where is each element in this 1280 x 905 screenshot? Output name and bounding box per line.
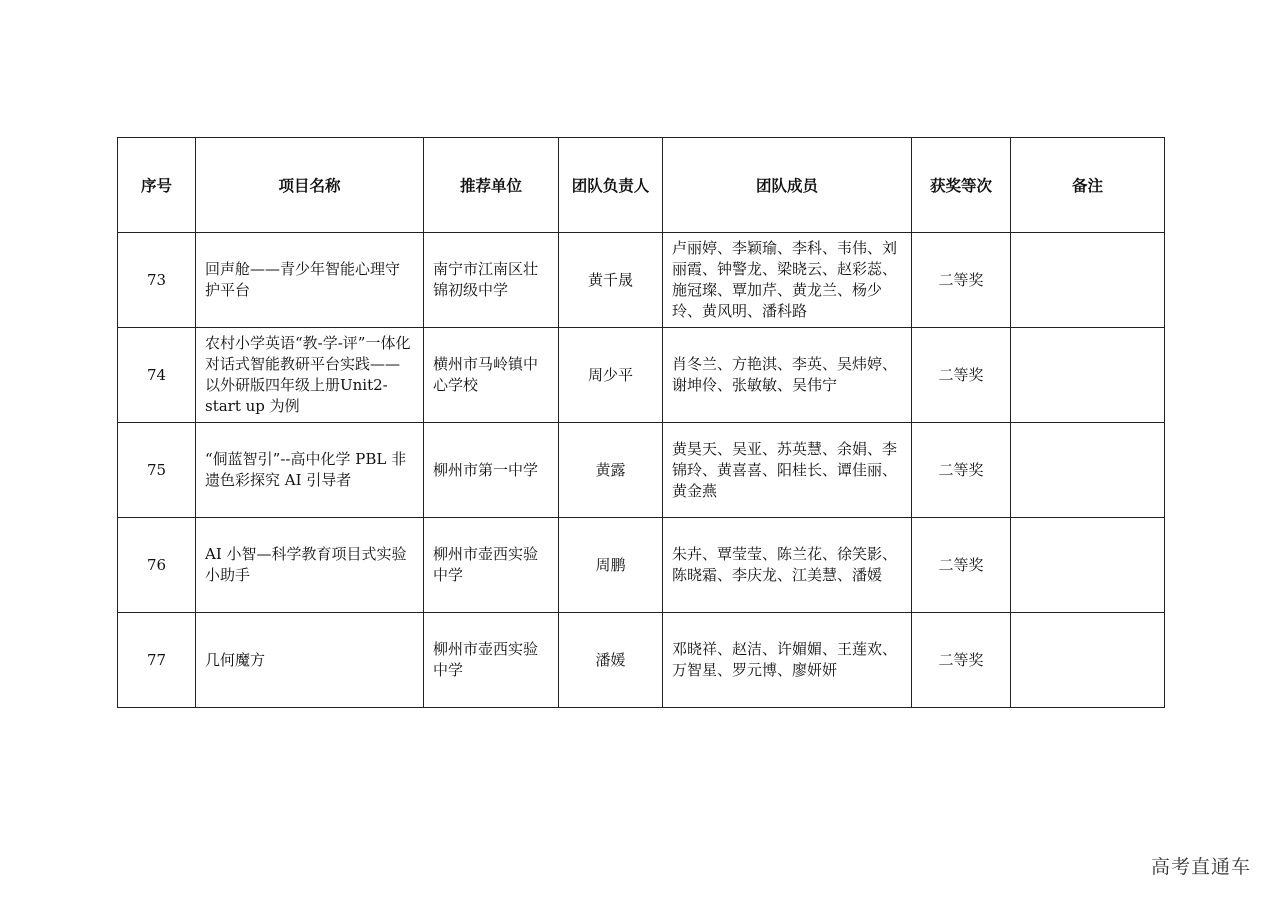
- cell-team-members: 邓晓祥、赵洁、许媚媚、王莲欢、万智星、罗元博、廖妍妍: [663, 613, 912, 708]
- table-row: [118, 613, 1165, 708]
- cell-serial-number: 76: [118, 518, 196, 613]
- header-recommending-unit: 推荐单位: [424, 138, 559, 233]
- cell-award-level: 二等奖: [912, 328, 1011, 423]
- cell-team-leader: 黄千晟: [559, 233, 663, 328]
- header-serial-number: 序号: [118, 138, 196, 233]
- cell-recommending-unit: 柳州市第一中学: [424, 423, 559, 518]
- cell-remarks: [1011, 233, 1165, 328]
- cell-team-members: 朱卉、覃莹莹、陈兰花、徐笑影、陈晓霜、李庆龙、江美慧、潘媛: [663, 518, 912, 613]
- watermark-text: 高考直通车: [1150, 856, 1251, 878]
- cell-award-level: 二等奖: [912, 233, 1011, 328]
- cell-team-leader: 周少平: [559, 328, 663, 423]
- cell-remarks: [1011, 423, 1165, 518]
- cell-recommending-unit: 南宁市江南区壮锦初级中学: [424, 233, 559, 328]
- cell-award-level: 二等奖: [912, 518, 1011, 613]
- cell-project-name: “侗蓝智引”--高中化学 PBL 非遗色彩探究 AI 引导者: [196, 423, 424, 518]
- header-team-leader: 团队负责人: [559, 138, 663, 233]
- cell-project-name: 回声舱——青少年智能心理守护平台: [196, 233, 424, 328]
- table-header-row: [118, 138, 1165, 233]
- cell-team-leader: 黄露: [559, 423, 663, 518]
- cell-team-members: 黄昊天、吴亚、苏英慧、余娟、李锦玲、黄喜喜、阳桂长、谭佳丽、黄金燕: [663, 423, 912, 518]
- cell-team-members: 肖冬兰、方艳淇、李英、吴炜婷、谢坤伶、张敏敏、吴伟宁: [663, 328, 912, 423]
- table-row: [118, 518, 1165, 613]
- table-row: [118, 423, 1165, 518]
- table-row: [118, 233, 1165, 328]
- cell-serial-number: 74: [118, 328, 196, 423]
- cell-team-leader: 周鹏: [559, 518, 663, 613]
- cell-remarks: [1011, 613, 1165, 708]
- header-award-level: 获奖等次: [912, 138, 1011, 233]
- cell-award-level: 二等奖: [912, 613, 1011, 708]
- cell-award-level: 二等奖: [912, 423, 1011, 518]
- cell-serial-number: 73: [118, 233, 196, 328]
- cell-team-members: 卢丽婷、李颖瑜、李科、韦伟、刘丽霞、钟警龙、梁晓云、赵彩蕊、施冠璨、覃加芹、黄龙兰、杨少玲、黄风明、潘科路: [663, 233, 912, 328]
- cell-recommending-unit: 横州市马岭镇中心学校: [424, 328, 559, 423]
- award-list-table: [117, 137, 1165, 708]
- cell-project-name: 几何魔方: [196, 613, 424, 708]
- cell-recommending-unit: 柳州市壶西实验中学: [424, 613, 559, 708]
- cell-project-name: 农村小学英语“教-学-评”一体化对话式智能教研平台实践——以外研版四年级上册Unit2-start up 为例: [196, 328, 424, 423]
- cell-serial-number: 77: [118, 613, 196, 708]
- cell-serial-number: 75: [118, 423, 196, 518]
- header-remarks: 备注: [1011, 138, 1165, 233]
- table-row: [118, 328, 1165, 423]
- cell-project-name: AI 小智—科学教育项目式实验小助手: [196, 518, 424, 613]
- header-project-name: 项目名称: [196, 138, 424, 233]
- cell-remarks: [1011, 518, 1165, 613]
- cell-team-leader: 潘媛: [559, 613, 663, 708]
- header-team-members: 团队成员: [663, 138, 912, 233]
- cell-remarks: [1011, 328, 1165, 423]
- cell-recommending-unit: 柳州市壶西实验中学: [424, 518, 559, 613]
